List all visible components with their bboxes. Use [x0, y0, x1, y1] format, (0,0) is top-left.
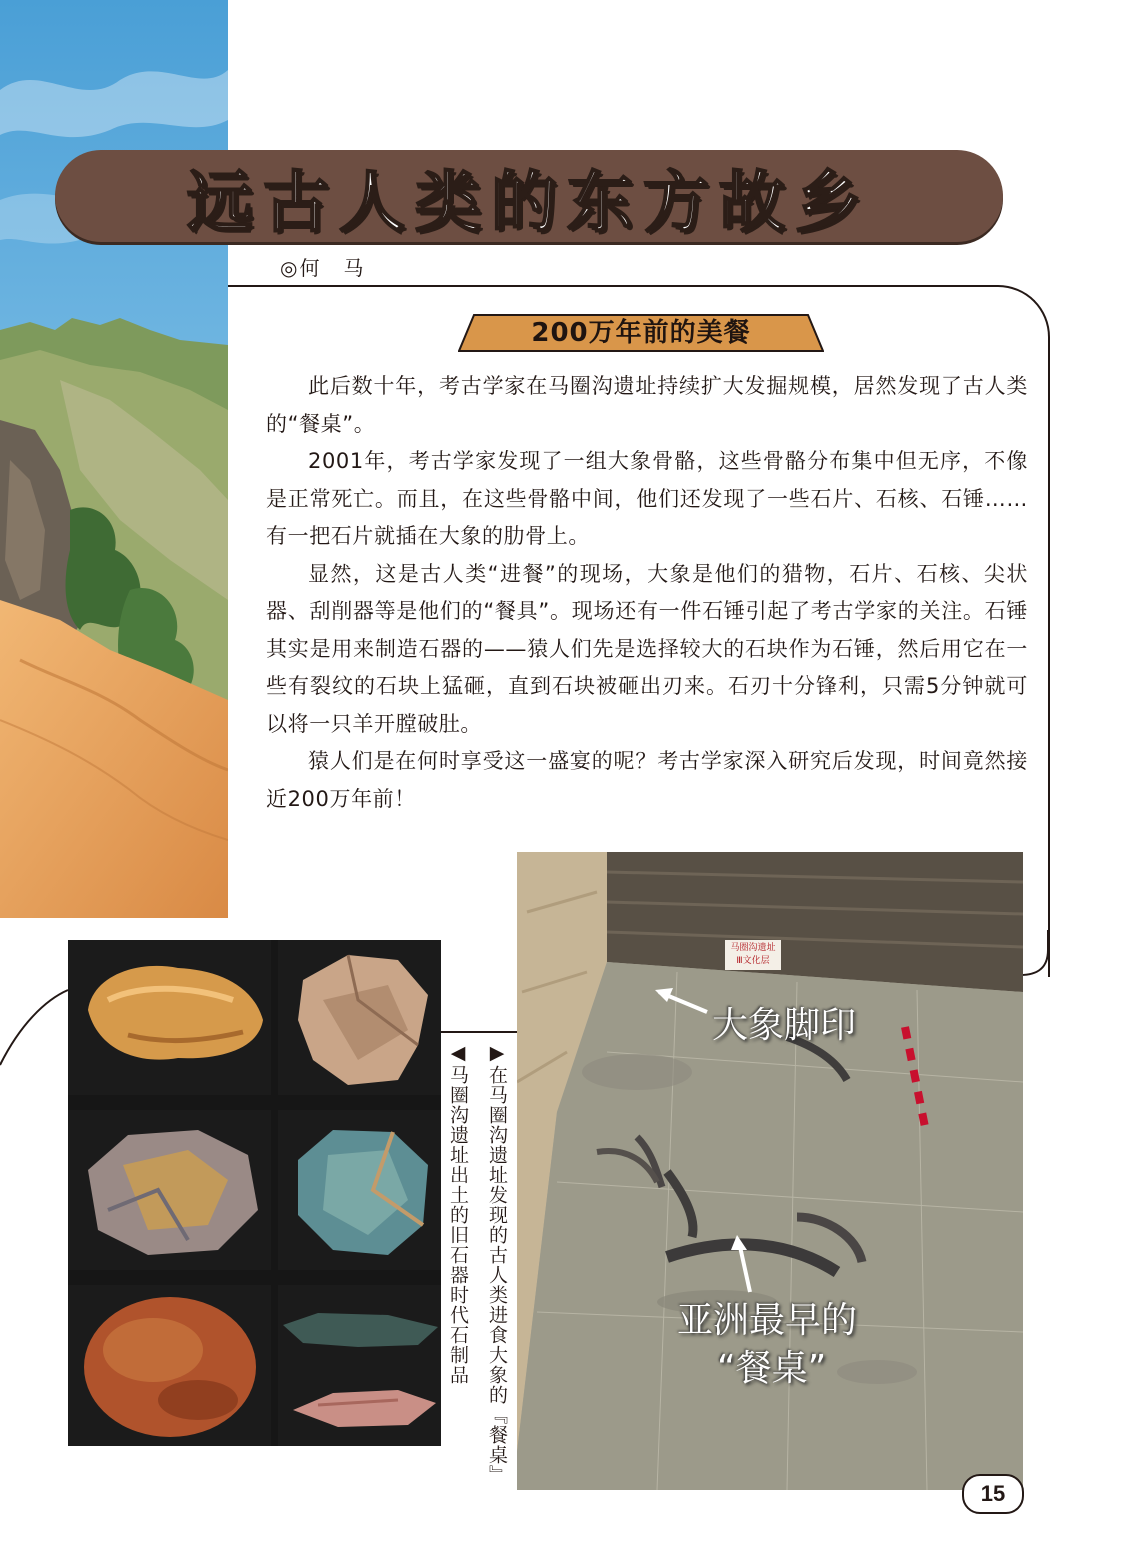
paragraph: 此后数十年，考古学家在马圈沟遗址持续扩大发掘规模，居然发现了古人类的“餐桌”。: [266, 374, 1028, 436]
paragraph: 猿人们是在何时享受这一盛宴的呢？考古学家深入研究后发现，时间竟然接近200万年前！: [266, 749, 1028, 811]
arrow-icon: [647, 982, 717, 1022]
stone-tool-photo: [68, 1285, 271, 1446]
stone-tool-photo: [278, 940, 441, 1095]
stone-tool-photo: [68, 940, 271, 1095]
stone-tools-photo-grid: [68, 940, 441, 1446]
section-heading: [458, 314, 824, 352]
section-heading-text: 200万年前的美餐: [531, 318, 751, 348]
paragraph: 显然，这是古人类“进餐”的现场，大象是他们的猎物，石片、石核、尖状器、刮削器等是他们的“餐具”。现场还有一件石锤引起了考古学家的关注。石锤其实是用来制造石器的——猿人们先是选择较大的石块作为石锤，然后用它在一些有裂纹的石块上猛砸，直到石块被砸出刃来。石刃十分锋利，只需5分钟就可以将一只羊开膛破肚。: [266, 561, 1028, 736]
author-byline: ◎何 马: [280, 256, 366, 280]
stone-tool-photo: [68, 1110, 271, 1270]
dining-table-label-line1: 亚洲最早的: [677, 1300, 858, 1341]
paragraph: 2001年，考古学家发现了一组大象骨骼，这些骨骼分布集中但无序，不像是正常死亡。而且，在这些骨骼中间，他们还发现了一些石片、石核、石锤……有一把石片就插在大象的肋骨上。: [266, 449, 1028, 548]
photo-caption: ▶在马圈沟遗址发现的古人类进食大象的『餐桌』: [486, 1042, 508, 1485]
stone-tool-photo: [278, 1110, 441, 1270]
dining-table-label-line2: “餐桌”: [717, 1348, 827, 1389]
dig-site-photo: [517, 852, 1023, 1490]
title-banner: [55, 150, 1003, 242]
page-title: 远古人类的东方故乡: [187, 163, 871, 241]
tools-caption: ◀马圈沟遗址出土的旧石器时代石制品: [447, 1042, 469, 1385]
stone-tool-photo: [278, 1285, 441, 1446]
site-sign-line2: Ⅲ文化层: [736, 956, 770, 966]
arrow-icon: [725, 1230, 765, 1300]
article-body: [266, 368, 1028, 818]
page-number: 15: [962, 1474, 1024, 1514]
site-sign-line1: 马圈沟遗址: [730, 943, 776, 953]
footprint-label: 大象脚印: [712, 1005, 857, 1046]
landscape-illustration: [0, 0, 228, 918]
